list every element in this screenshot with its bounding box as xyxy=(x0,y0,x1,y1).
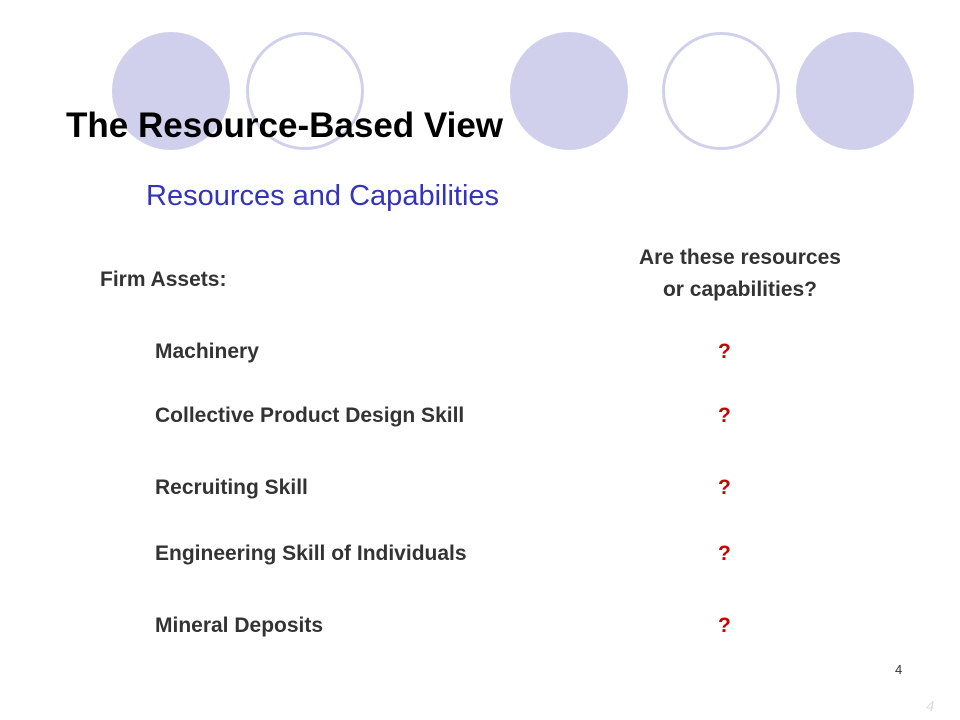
page-number: 4 xyxy=(895,662,903,677)
decorative-circle-ring xyxy=(662,32,780,150)
asset-question-mark: ? xyxy=(718,542,731,565)
question-header-line1: Are these resources xyxy=(639,246,841,269)
asset-question-mark: ? xyxy=(718,404,731,427)
slide-title: The Resource-Based View xyxy=(66,106,504,145)
asset-label-machinery: Machinery xyxy=(155,340,259,363)
page-number-watermark: 4 xyxy=(926,698,935,715)
asset-question-mark: ? xyxy=(718,476,731,499)
resources-or-capabilities-header xyxy=(580,242,900,306)
asset-label-engineering-skill: Engineering Skill of Individuals xyxy=(155,542,467,565)
decorative-circle-filled xyxy=(510,32,628,150)
asset-question-mark: ? xyxy=(718,614,731,637)
asset-label-recruiting-skill: Recruiting Skill xyxy=(155,476,308,499)
slide-subtitle: Resources and Capabilities xyxy=(146,180,500,212)
decorative-circle-filled xyxy=(796,32,914,150)
asset-label-mineral-deposits: Mineral Deposits xyxy=(155,614,324,637)
asset-question-mark: ? xyxy=(718,340,731,363)
firm-assets-header: Firm Assets: xyxy=(100,268,227,291)
asset-label-collective-product-design-skill: Collective Product Design Skill xyxy=(155,404,465,427)
question-header-line2: or capabilities? xyxy=(662,278,818,301)
